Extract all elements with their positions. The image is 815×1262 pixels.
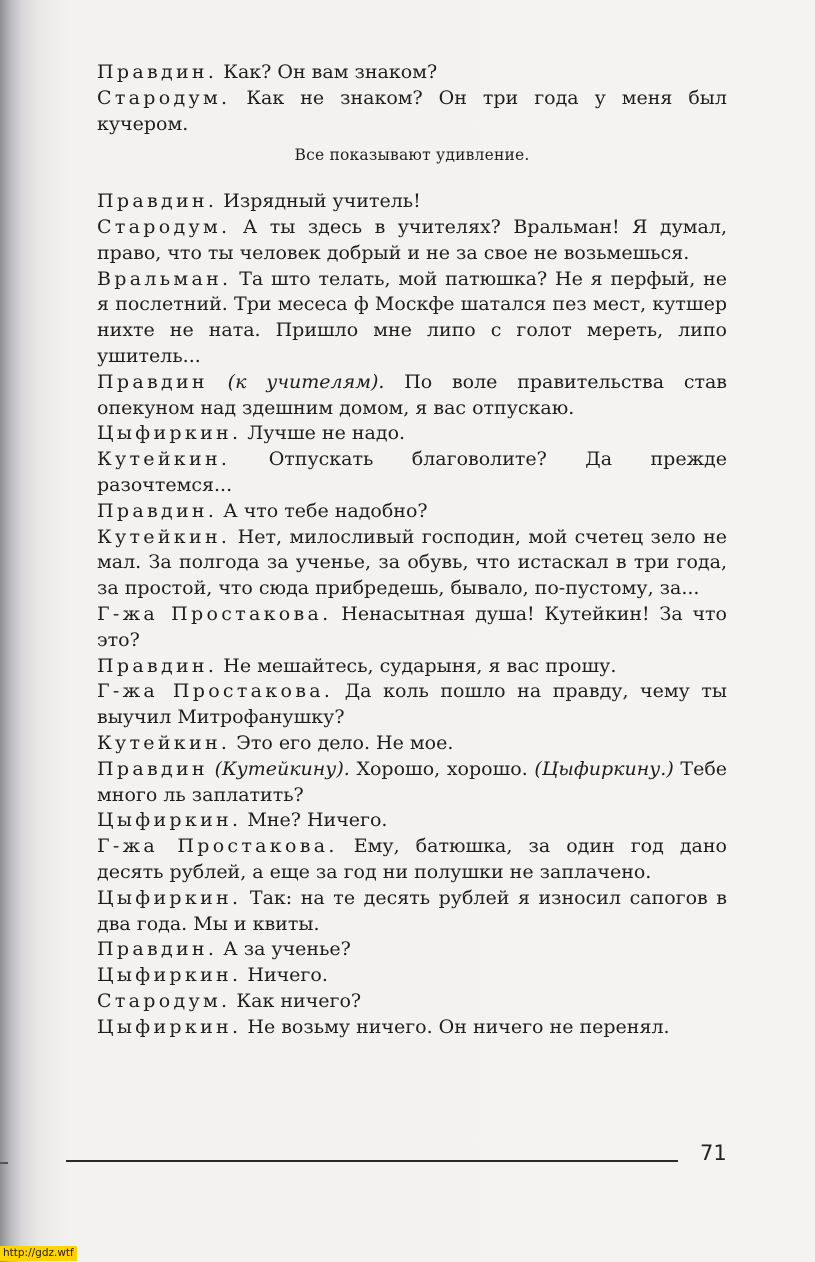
speaker-name: Правдин (97, 370, 208, 393)
margin-mark (0, 1162, 8, 1164)
dialogue-line (97, 189, 727, 215)
speech-text: По воле правительства став опекуном над здешним домом, я вас отпускаю. (97, 370, 728, 419)
dialogue-line (97, 886, 727, 938)
speaker-name: Правдин. (97, 938, 218, 961)
dialogue-line (97, 60, 727, 86)
dialogue-line (97, 267, 727, 370)
dialogue-line (97, 654, 727, 680)
speech-text: Не мешайтесь, сударыня, я вас прошу. (217, 654, 617, 677)
dialogue-line (97, 757, 727, 809)
footer-rule (66, 1160, 678, 1162)
speech-text: Как? Он вам знаком? (217, 61, 438, 83)
speaker-name: Цыфиркин. (97, 1015, 242, 1038)
dialogue-line (97, 447, 727, 499)
dialogue-line (97, 679, 727, 731)
speaker-name: Кутейкин. (97, 448, 231, 471)
speaker-name: Г-жа Простакова. (97, 602, 332, 625)
dialogue-line (97, 834, 727, 886)
speech-text: А за ученье? (217, 938, 351, 961)
dialogue-line (97, 602, 727, 654)
speech-text: Тебе много ль заплатить? (97, 757, 728, 806)
stage-remark: (к учителям). (207, 370, 385, 393)
stage-direction: Все показывают удивление. (294, 146, 530, 165)
speech-text: Ненасытная душа! Кутейкин! За что это? (97, 602, 727, 651)
speaker-name: Цыфиркин. (97, 809, 242, 832)
speaker-name: Цыфиркин. (97, 422, 242, 445)
speech-text: Ничего. (241, 964, 328, 987)
stage-remark: (Кутейкину). (207, 757, 350, 780)
speaker-name: Г-жа Простакова. (97, 680, 334, 703)
speaker-name: Г-жа Простакова. (97, 835, 338, 858)
speaker-name: Кутейкин. (97, 525, 231, 548)
speaker-name: Стародум. (97, 215, 231, 238)
dialogue-line (97, 808, 727, 834)
speaker-name: Правдин. (97, 61, 218, 83)
dialogue-line (97, 499, 727, 525)
dialogue-line (97, 1015, 727, 1041)
dialogue-line (97, 731, 727, 757)
speaker-name: Цыфиркин. (97, 886, 242, 909)
speech-text: Лучше не надо. (241, 422, 406, 445)
page-number: 71 (700, 1141, 727, 1165)
dialogue-line (97, 963, 727, 989)
speaker-name: Цыфиркин. (97, 964, 242, 987)
dialogue-line (97, 989, 727, 1015)
speech-text: А что тебе надобно? (217, 499, 428, 522)
speech-text: Хорошо, хорошо. (349, 757, 528, 780)
speech-text: Это его дело. Не мое. (230, 731, 454, 754)
speech-text: Как ничего? (230, 989, 362, 1012)
dialogue-line (97, 86, 727, 138)
speech-text: А ты здесь в учителях? Вральман! Я думал, право, что ты человек добрый и не за свое не возьмешься. (97, 215, 727, 264)
speaker-name: Правдин. (97, 499, 218, 522)
speech-text: Нет, милосливый господин, мой счетец зело не мал. За полгода за ученье, за обувь, что истаскал в три года, за простой, что сюда прибредешь, бывало, по-пустому, за... (97, 525, 727, 600)
speaker-name: Кутейкин. (97, 731, 231, 754)
speech-text: Изрядный учитель! (217, 190, 421, 213)
speaker-name: Правдин. (97, 190, 218, 213)
speech-text: Как не знаком? Он три года у меня был кучером. (97, 86, 727, 135)
speech-text: Отпускать благоволите? Да прежде разочтемся... (97, 448, 727, 496)
stage-remark: (Цыфиркину.) (527, 757, 674, 780)
dialogue-line (97, 937, 727, 963)
speech-text: Не возьму ничего. Он ничего не перенял. (241, 1015, 670, 1038)
speaker-name: Стародум. (97, 989, 231, 1012)
speaker-name: Правдин (97, 757, 208, 780)
speech-text: Ему, батюшка, за один год дано десять рублей, а еще за год ни полушки не заплачено. (97, 835, 727, 883)
speech-text: Так: на те десять рублей я износил сапогов в два года. Мы и квиты. (97, 886, 727, 935)
speech-text: Да коль пошло на правду, чему ты выучил Митрофанушку? (97, 680, 727, 729)
speech-text: Та што телать, мой патюшка? Не я перфый, не я послетний. Три месеса ф Москфе шатался пез мест, кутшер нихте не ната. Пришло мне липо с голот мереть, липо ушитель... (97, 267, 727, 367)
dialogue-line (97, 370, 727, 422)
speaker-name: Вральман. (97, 267, 232, 290)
speech-text: Мне? Ничего. (241, 809, 388, 832)
speaker-name: Правдин. (97, 654, 218, 677)
speaker-name: Стародум. (97, 86, 231, 109)
dialogue-line (97, 525, 727, 602)
watermark-label[interactable]: http://gdz.wtf (0, 1246, 77, 1261)
play-text (97, 60, 727, 1040)
dialogue-line (97, 215, 727, 267)
dialogue-line (97, 421, 727, 447)
